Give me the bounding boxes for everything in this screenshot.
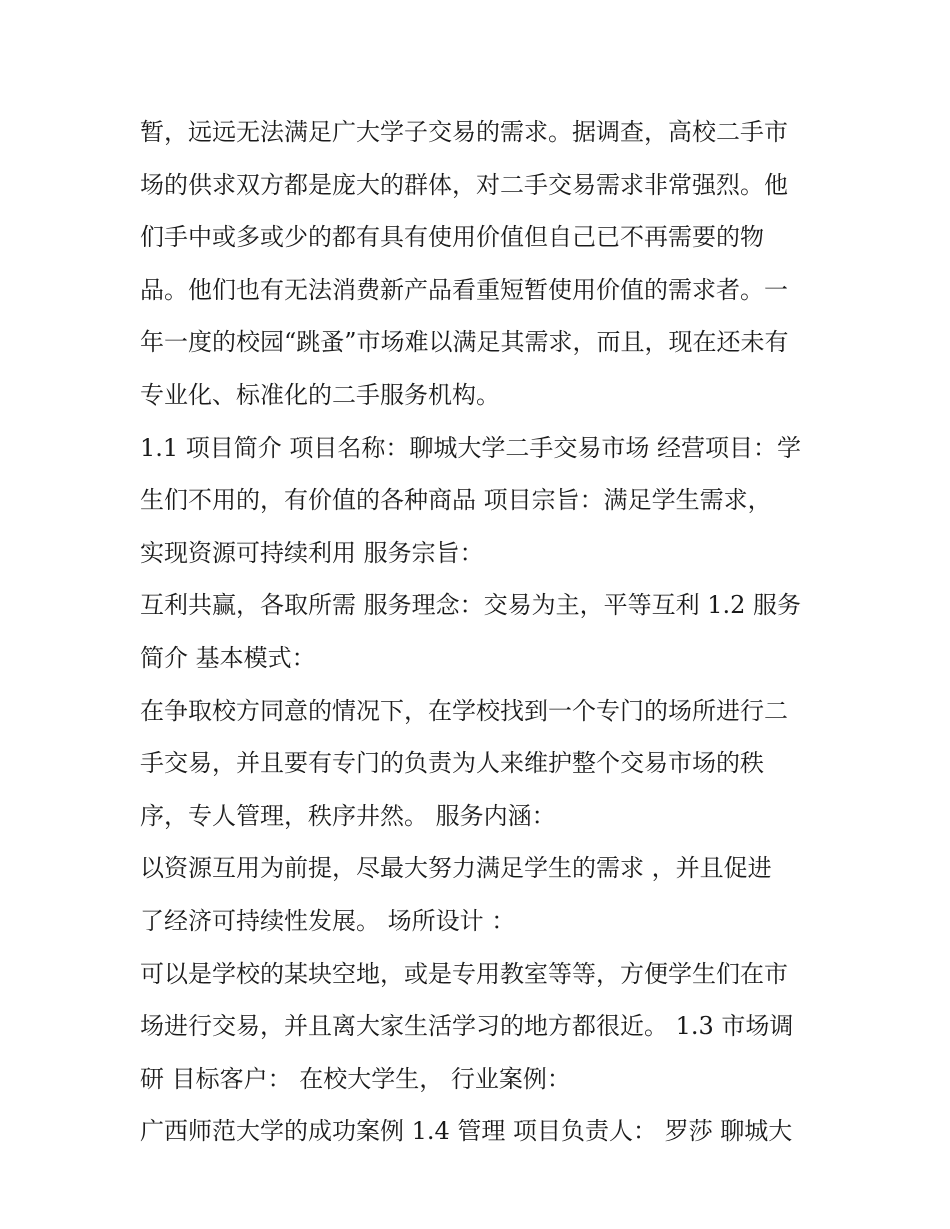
text-line: 专业化、标准化的二手服务机构。 [140,380,500,409]
text-line: 生们不用的，有价值的各种商品 项目宗旨：满足学生需求， [140,486,772,515]
text-line: 序，专人管理，秩序井然。 服务内涵： [140,801,556,830]
text-line: 可以是学校的某块空地，或是专用教室等等，方便学生们在市 [140,959,788,988]
body-text [140,106,820,1158]
text-line: 研 目标客户： 在校大学生， 行业案例： [140,1064,571,1093]
text-line: 实现资源可持续利用 服务宗旨： [140,538,484,567]
text-line: 互利共赢，各取所需 服务理念：交易为主，平等互利 1.2 服务 [140,591,802,620]
text-line: 场进行交易，并且离大家生活学习的地方都很近。 1.3 市场调 [140,1012,794,1041]
text-line: 了经济可持续性发展。 场所设计 ： [140,906,516,935]
text-line: 1.1 项目简介 项目名称：聊城大学二手交易市场 经营项目：学 [140,433,802,462]
text-line: 手交易，并且要有专门的负责为人来维护整个交易市场的秩 [140,749,764,778]
text-line: 在争取校方同意的情况下，在学校找到一个专门的场所进行二 [140,696,788,725]
text-line: 暂，远远无法满足广大学子交易的需求。据调查，高校二手市 [140,118,788,146]
text-line: 们手中或多或少的都有具有使用价值但自己已不再需要的物 [140,223,764,252]
text-line: 广西师范大学的成功案例 1.4 管理 项目负责人： 罗莎 聊城大 [140,1117,793,1146]
text-line: 品。他们也有无法消费新产品看重短暂使用价值的需求者。一 [140,275,788,304]
text-line: 以资源互用为前提，尽最大努力满足学生的需求 ，并且促进 [140,854,772,883]
text-line: 场的供求双方都是庞大的群体，对二手交易需求非常强烈。他 [140,170,788,199]
text-line: 简介 基本模式： [140,643,316,672]
text-line: 年一度的校园“跳蚤”市场难以满足其需求，而且，现在还未有 [140,328,789,357]
